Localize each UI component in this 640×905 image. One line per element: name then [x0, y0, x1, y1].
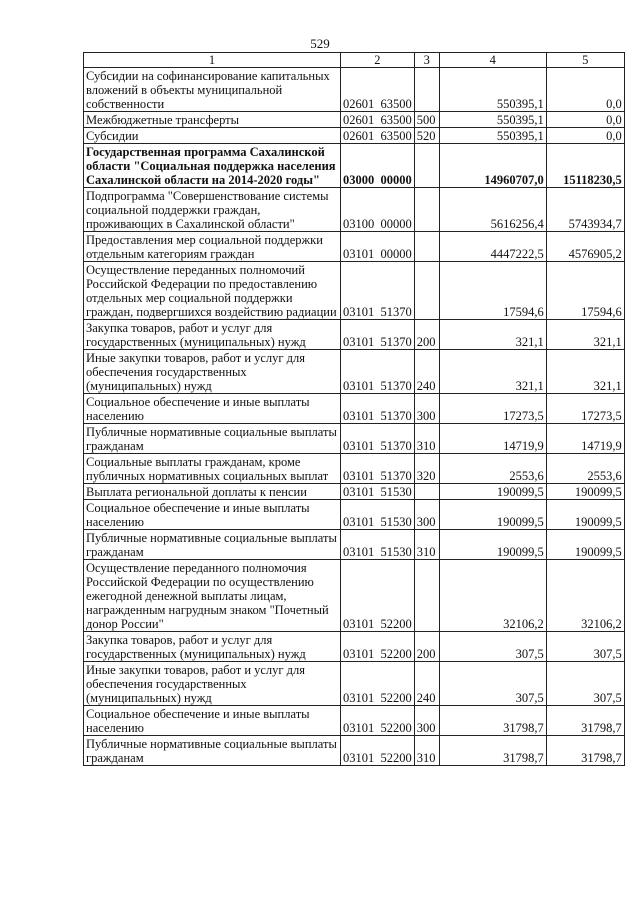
- row-amount-2-cell: 0,0: [546, 128, 624, 144]
- row-amount-1-cell: 190099,5: [439, 500, 546, 530]
- row-amount-1-cell: 550395,1: [439, 68, 546, 112]
- table-row: [84, 560, 625, 632]
- row-name-cell: Закупка товаров, работ и услуг для государственных (муниципальных) нужд: [84, 632, 341, 662]
- row-expense-type-cell: 300: [414, 706, 439, 736]
- table-row: [84, 662, 625, 706]
- row-expense-type-cell: 240: [414, 662, 439, 706]
- row-code-cell: 03101 52200: [341, 632, 415, 662]
- row-name-cell: Публичные нормативные социальные выплаты гражданам: [84, 736, 341, 766]
- row-code-cell: 03101 51530: [341, 484, 415, 500]
- table-row: [84, 500, 625, 530]
- row-expense-type-cell: 310: [414, 530, 439, 560]
- row-amount-2-cell: 190099,5: [546, 530, 624, 560]
- row-code-cell: 03000 00000: [341, 144, 415, 188]
- row-amount-1-cell: 190099,5: [439, 530, 546, 560]
- row-code-cell: 02601 63500: [341, 68, 415, 112]
- table-row: [84, 232, 625, 262]
- row-code-cell: 02601 63500: [341, 128, 415, 144]
- row-code-cell: 03101 51370: [341, 320, 415, 350]
- row-amount-2-cell: 31798,7: [546, 706, 624, 736]
- row-name-cell: Закупка товаров, работ и услуг для государственных (муниципальных) нужд: [84, 320, 341, 350]
- row-expense-type-cell: 310: [414, 424, 439, 454]
- table-row: [84, 484, 625, 500]
- row-amount-2-cell: 307,5: [546, 662, 624, 706]
- row-name-cell: Осуществление переданного полномочия Российской Федерации по осуществлению ежегодной денежной выплаты лицам, награжденным нагрудным знаком "Почетный донор России": [84, 560, 341, 632]
- row-name-cell: Осуществление переданных полномочий Российской Федерации по предоставлению отдельных мер социальной поддержки граждан, подвергшихся воздействию радиации: [84, 262, 341, 320]
- row-expense-type-cell: 300: [414, 394, 439, 424]
- table-row: [84, 424, 625, 454]
- row-amount-2-cell: 0,0: [546, 68, 624, 112]
- row-code-cell: 03101 00000: [341, 232, 415, 262]
- row-code-cell: 03101 52200: [341, 560, 415, 632]
- row-expense-type-cell: [414, 144, 439, 188]
- table-row: [84, 454, 625, 484]
- row-code-cell: 03101 51530: [341, 530, 415, 560]
- row-amount-2-cell: 4576905,2: [546, 232, 624, 262]
- row-amount-1-cell: 321,1: [439, 320, 546, 350]
- column-header-expense-type: 3: [414, 53, 439, 68]
- table-row: [84, 706, 625, 736]
- row-name-cell: Социальное обеспечение и иные выплаты населению: [84, 500, 341, 530]
- row-expense-type-cell: 200: [414, 632, 439, 662]
- table-row: [84, 128, 625, 144]
- row-amount-2-cell: 307,5: [546, 632, 624, 662]
- table-row: [84, 632, 625, 662]
- row-name-cell: Предоставления мер социальной поддержки отдельным категориям граждан: [84, 232, 341, 262]
- row-amount-1-cell: 307,5: [439, 632, 546, 662]
- row-amount-1-cell: 5616256,4: [439, 188, 546, 232]
- row-code-cell: 03101 51370: [341, 424, 415, 454]
- row-amount-2-cell: 0,0: [546, 112, 624, 128]
- column-header-amount-2: 5: [546, 53, 624, 68]
- row-code-cell: 03101 51370: [341, 454, 415, 484]
- row-expense-type-cell: 520: [414, 128, 439, 144]
- row-name-cell: Социальное обеспечение и иные выплаты населению: [84, 394, 341, 424]
- row-expense-type-cell: [414, 232, 439, 262]
- table-row: [84, 188, 625, 232]
- row-expense-type-cell: 200: [414, 320, 439, 350]
- row-code-cell: 03101 51370: [341, 394, 415, 424]
- row-name-cell: Выплата региональной доплаты к пенсии: [84, 484, 341, 500]
- table-row: [84, 530, 625, 560]
- row-amount-1-cell: 4447222,5: [439, 232, 546, 262]
- row-amount-2-cell: 15118230,5: [546, 144, 624, 188]
- row-name-cell: Государственная программа Сахалинской области "Социальная поддержка населения Сахалинской области на 2014-2020 годы": [84, 144, 341, 188]
- row-amount-2-cell: 321,1: [546, 350, 624, 394]
- row-name-cell: Субсидии на софинансирование капитальных вложений в объекты муниципальной собственности: [84, 68, 341, 112]
- row-amount-1-cell: 550395,1: [439, 112, 546, 128]
- row-name-cell: Публичные нормативные социальные выплаты гражданам: [84, 424, 341, 454]
- row-amount-2-cell: 14719,9: [546, 424, 624, 454]
- row-code-cell: 03101 51370: [341, 262, 415, 320]
- row-amount-1-cell: 550395,1: [439, 128, 546, 144]
- table-row: [84, 320, 625, 350]
- row-amount-2-cell: 17594,6: [546, 262, 624, 320]
- row-name-cell: Субсидии: [84, 128, 341, 144]
- table-row: [84, 68, 625, 112]
- table-row: [84, 112, 625, 128]
- column-number-header-row: [84, 53, 625, 68]
- row-name-cell: Социальное обеспечение и иные выплаты населению: [84, 706, 341, 736]
- column-header-amount-1: 4: [439, 53, 546, 68]
- row-expense-type-cell: [414, 560, 439, 632]
- row-amount-1-cell: 31798,7: [439, 736, 546, 766]
- row-code-cell: 03101 52200: [341, 736, 415, 766]
- table-row: [84, 350, 625, 394]
- row-name-cell: Подпрограмма "Совершенствование системы социальной поддержки граждан, проживающих в Сахалинской области": [84, 188, 341, 232]
- row-expense-type-cell: 240: [414, 350, 439, 394]
- budget-table: [83, 52, 625, 766]
- row-amount-2-cell: 17273,5: [546, 394, 624, 424]
- row-amount-2-cell: 321,1: [546, 320, 624, 350]
- table-row: [84, 144, 625, 188]
- row-expense-type-cell: 300: [414, 500, 439, 530]
- table-row: [84, 262, 625, 320]
- row-amount-2-cell: 190099,5: [546, 484, 624, 500]
- row-amount-1-cell: 14719,9: [439, 424, 546, 454]
- column-header-name: 1: [84, 53, 341, 68]
- row-amount-1-cell: 31798,7: [439, 706, 546, 736]
- row-amount-1-cell: 190099,5: [439, 484, 546, 500]
- row-amount-1-cell: 14960707,0: [439, 144, 546, 188]
- row-expense-type-cell: [414, 484, 439, 500]
- table-body: [84, 68, 625, 766]
- row-amount-2-cell: 190099,5: [546, 500, 624, 530]
- row-amount-1-cell: 17273,5: [439, 394, 546, 424]
- row-amount-1-cell: 32106,2: [439, 560, 546, 632]
- row-code-cell: 02601 63500: [341, 112, 415, 128]
- table-row: [84, 394, 625, 424]
- row-name-cell: Межбюджетные трансферты: [84, 112, 341, 128]
- row-name-cell: Иные закупки товаров, работ и услуг для обеспечения государственных (муниципальных) нужд: [84, 662, 341, 706]
- row-amount-1-cell: 17594,6: [439, 262, 546, 320]
- row-expense-type-cell: 320: [414, 454, 439, 484]
- row-amount-1-cell: 307,5: [439, 662, 546, 706]
- row-amount-2-cell: 5743934,7: [546, 188, 624, 232]
- column-header-code: 2: [341, 53, 415, 68]
- row-name-cell: Публичные нормативные социальные выплаты гражданам: [84, 530, 341, 560]
- row-amount-2-cell: 31798,7: [546, 736, 624, 766]
- row-code-cell: 03100 00000: [341, 188, 415, 232]
- row-amount-1-cell: 2553,6: [439, 454, 546, 484]
- row-amount-1-cell: 321,1: [439, 350, 546, 394]
- page-number: 529: [310, 36, 330, 51]
- row-expense-type-cell: 310: [414, 736, 439, 766]
- row-name-cell: Социальные выплаты гражданам, кроме публичных нормативных социальных выплат: [84, 454, 341, 484]
- row-code-cell: 03101 52200: [341, 706, 415, 736]
- table-row: [84, 736, 625, 766]
- row-amount-2-cell: 2553,6: [546, 454, 624, 484]
- row-code-cell: 03101 52200: [341, 662, 415, 706]
- row-code-cell: 03101 51530: [341, 500, 415, 530]
- row-expense-type-cell: [414, 68, 439, 112]
- row-expense-type-cell: [414, 188, 439, 232]
- row-code-cell: 03101 51370: [341, 350, 415, 394]
- row-expense-type-cell: 500: [414, 112, 439, 128]
- row-expense-type-cell: [414, 262, 439, 320]
- row-name-cell: Иные закупки товаров, работ и услуг для обеспечения государственных (муниципальных) нужд: [84, 350, 341, 394]
- row-amount-2-cell: 32106,2: [546, 560, 624, 632]
